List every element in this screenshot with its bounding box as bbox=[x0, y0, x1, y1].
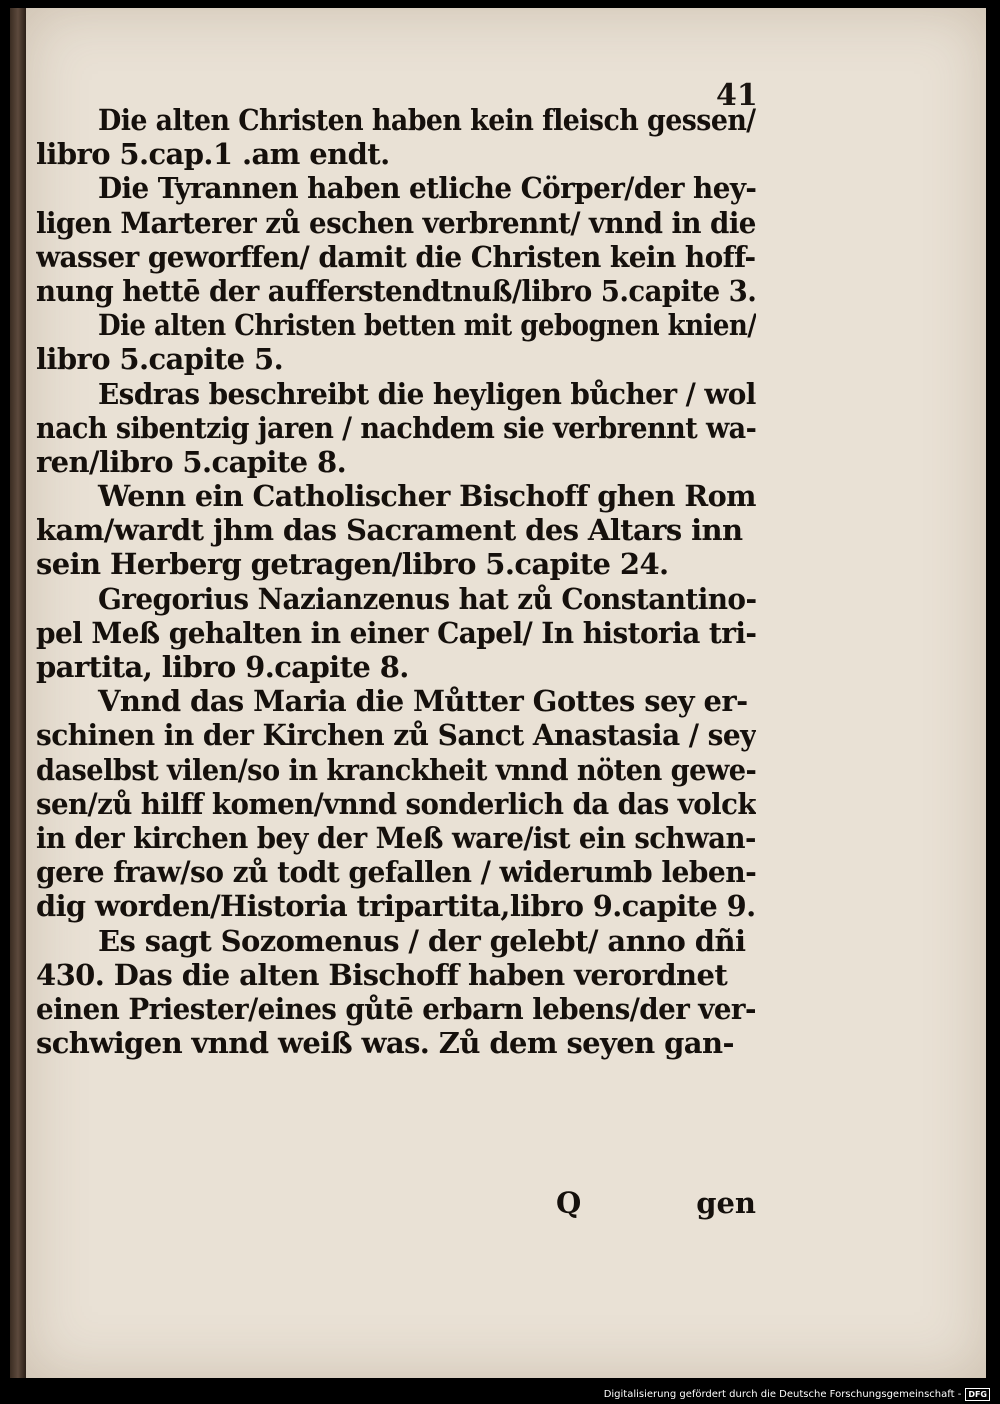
scan-page bbox=[10, 8, 992, 1378]
text-line: nach sibentzig jaren / nachdem sie verbrennt wa- bbox=[36, 410, 756, 445]
footer-credit: Digitalisierung gefördert durch die Deutsche Forschungsgemeinschaft - bbox=[603, 1388, 962, 1400]
folio-number: 41 bbox=[716, 78, 758, 113]
paper-page bbox=[26, 8, 986, 1378]
text-line: sein Herberg getragen/libro 5.capite 24. bbox=[36, 547, 669, 582]
text-line: schwigen vnnd weiß was. Zů dem seyen gan- bbox=[36, 1026, 734, 1061]
text-line: sen/zů hilff komen/vnnd sonderlich da das volck bbox=[36, 786, 756, 821]
text-line: Es sagt Sozomenus / der gelebt/ anno dñi bbox=[98, 923, 746, 958]
dfg-logo: DFG bbox=[965, 1388, 990, 1401]
body-text bbox=[36, 103, 756, 1060]
text-line: Gregorius Nazianzenus hat zů Constantino- bbox=[98, 581, 756, 616]
text-line: wasser geworffen/ damit die Christen kein hoff- bbox=[36, 239, 756, 274]
text-line: ren/libro 5.capite 8. bbox=[36, 444, 347, 479]
text-line: Die Tyrannen haben etliche Cörper/der hey- bbox=[98, 171, 756, 206]
digitization-footer bbox=[604, 1386, 990, 1402]
text-line: pel Meß gehalten in einer Capel/ In historia tri- bbox=[36, 615, 756, 650]
text-line: Wenn ein Catholischer Bischoff ghen Rom bbox=[98, 479, 756, 514]
text-line: 430. Das die alten Bischoff haben verordnet bbox=[36, 957, 728, 992]
text-line: gere fraw/so zů todt gefallen / widerumb leben- bbox=[36, 855, 756, 890]
text-line: libro 5.capite 5. bbox=[36, 342, 284, 377]
text-line: Esdras beschreibt die heyligen bůcher / wol bbox=[98, 376, 756, 411]
signature-mark: Q bbox=[556, 1186, 582, 1220]
text-line: ligen Marterer zů eschen verbrennt/ vnnd in die bbox=[36, 205, 756, 240]
text-line: schinen in der Kirchen zů Sanct Anastasia / sey bbox=[36, 718, 756, 753]
text-line: libro 5.cap.1 .am endt. bbox=[36, 137, 390, 172]
text-line: Die alten Christen haben kein fleisch gessen/ bbox=[98, 103, 756, 137]
text-line: nung hettē der aufferstendtnuß/libro 5.capite 3. bbox=[36, 273, 756, 308]
text-line: in der kirchen bey der Meß ware/ist ein schwan- bbox=[36, 820, 756, 855]
catchword: gen bbox=[696, 1186, 756, 1220]
text-line: partita, libro 9.capite 8. bbox=[36, 650, 409, 684]
text-line: daselbst vilen/so in kranckheit vnnd nöten gewe- bbox=[36, 752, 756, 787]
page-footer-marks bbox=[556, 1186, 756, 1220]
text-line: kam/wardt jhm das Sacrament des Altars inn bbox=[36, 513, 743, 548]
text-line: dig worden/Historia tripartita,libro 9.capite 9. bbox=[36, 889, 756, 924]
text-line: Die alten Christen betten mit gebognen knien/ bbox=[98, 308, 756, 343]
text-line: Vnnd das Maria die Můtter Gottes sey er- bbox=[98, 684, 748, 719]
book-spine bbox=[10, 8, 26, 1378]
text-line: einen Priester/eines gůtē erbarn lebens/der ver- bbox=[36, 991, 756, 1026]
